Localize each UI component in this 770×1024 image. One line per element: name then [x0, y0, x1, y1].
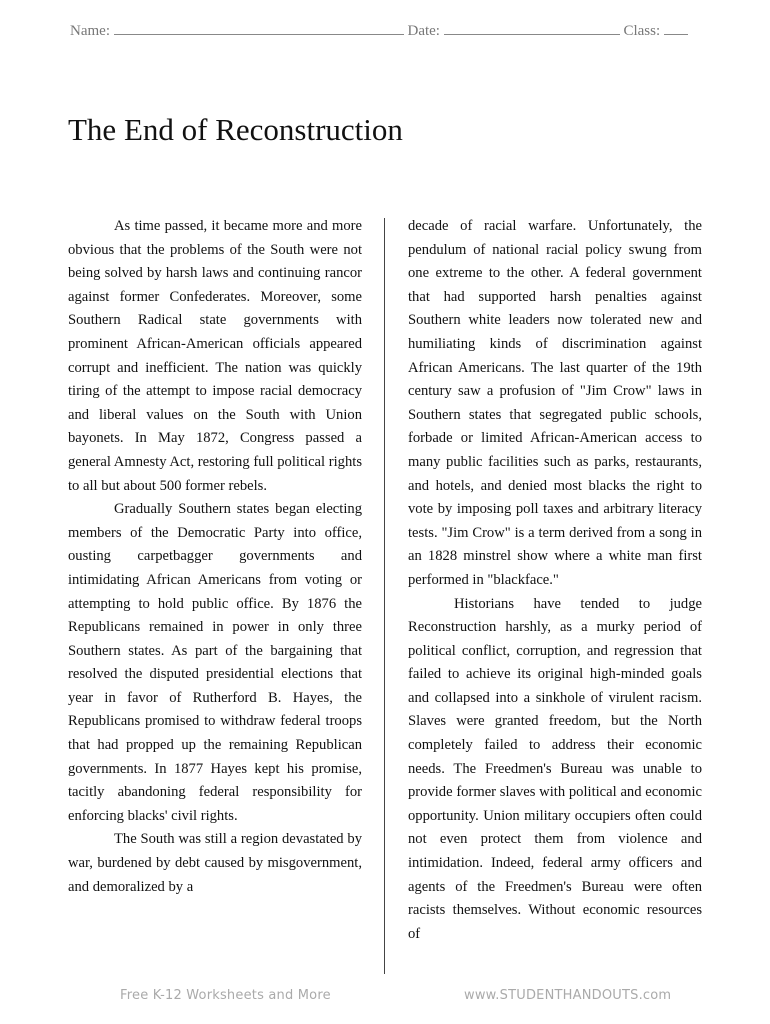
left-column [68, 215, 362, 899]
date-blank [444, 20, 620, 35]
footer-website: www.STUDENTHANDOUTS.com [464, 988, 672, 1003]
worksheet-header [70, 20, 710, 40]
class-blank [664, 20, 688, 35]
footer-tagline: Free K-12 Worksheets and More [120, 988, 331, 1003]
date-label: Date: [407, 23, 440, 39]
page-title: The End of Reconstruction [68, 112, 403, 147]
name-label: Name: [70, 23, 110, 39]
left-paragraph-2: Gradually Southern states began electing members of the Democratic Party into office, ousting carpetbagger governments and intimidating African Americans from voting or attempting to hold public office. By 1876 the Republicans remained in power in only three Southern states. As part of the bargaining that resolved the disputed presidential elections that year in favor of Rutherford B. Hayes, the Republicans promised to withdraw federal troops that had propped up the remaining Republican governments. In 1877 Hayes kept his promise, tacitly abandoning federal responsibility for enforcing blacks' civil rights. [68, 501, 362, 824]
class-label: Class: [623, 23, 661, 39]
right-paragraph-1: decade of racial warfare. Unfortunately, the pendulum of national racial policy swung from one extreme to the other. A federal government that had supported harsh penalties against Southern white leaders now tolerated new and humiliating kinds of discrimination against African Americans. The last quarter of the 19th century saw a profusion of "Jim Crow" laws in Southern states that segregated public schools, forbade or limited African-American access to many public facilities such as parks, restaurants, and hotels, and denied most blacks the right to vote by imposing poll taxes and arbitrary literacy tests. "Jim Crow" is a term derived from a song in an 1828 minstrel show where a white man first performed in "blackface." [408, 218, 702, 588]
left-paragraph-3: The South was still a region devastated by war, burdened by debt caused by misgovernment, and demoralized by a [68, 831, 362, 895]
right-paragraph-2: Historians have tended to judge Reconstruction harshly, as a murky period of political conflict, corruption, and regression that failed to achieve its original high-minded goals and collapsed into a sinkhole of virulent racism. Slaves were granted freedom, but the North completely failed to address their economic needs. The Freedmen's Bureau was unable to provide former slaves with political and economic opportunity. Union military occupiers often could not even protect them from violence and intimidation. Indeed, federal army officers and agents of the Freedmen's Bureau were often racists themselves. Without economic resources of [408, 595, 702, 942]
left-paragraph-1: As time passed, it became more and more obvious that the problems of the South were not being solved by harsh laws and continuing rancor against former Confederates. Moreover, some Southern Radical state governments with prominent African-American officials appeared corrupt and inefficient. The nation was quickly tiring of the attempt to impose racial democracy and liberal values on the South with Union bayonets. In May 1872, Congress passed a general Amnesty Act, restoring full political rights to all but about 500 former rebels. [68, 218, 362, 494]
name-blank [114, 20, 404, 35]
column-divider [384, 218, 385, 974]
right-column [408, 215, 702, 946]
